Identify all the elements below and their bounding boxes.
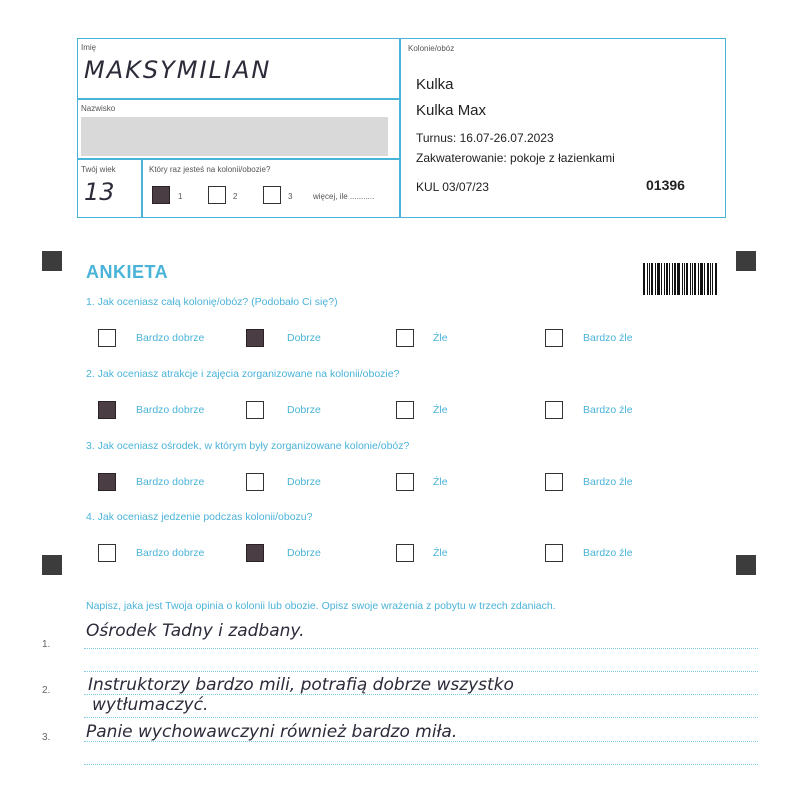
question-2-option-label: Dobrze [287, 404, 321, 416]
barcode-bar [664, 263, 665, 295]
question-3-checkbox-1[interactable] [98, 473, 116, 491]
kolonie-label: Kolonie/obóz [408, 44, 455, 53]
question-1-checkbox-1[interactable] [98, 329, 116, 347]
ktory-raz-option-2: 2 [233, 192, 238, 201]
question-4-checkbox-1[interactable] [98, 544, 116, 562]
registration-marker-tl [42, 251, 62, 271]
question-1-text: 1. Jak oceniasz całą kolonię/obóz? (Podobało Ci się?) [86, 296, 338, 308]
question-4-option-label: Źle [433, 547, 448, 559]
barcode-bar [710, 263, 711, 295]
barcode-bar [692, 263, 693, 295]
question-2-text: 2. Jak oceniasz atrakcje i zajęcia zorganizowane na kolonii/obozie? [86, 368, 400, 380]
question-1-option-label: Bardzo dobrze [136, 332, 205, 344]
question-2-checkbox-2[interactable] [246, 401, 264, 419]
form-number: 01396 [646, 177, 685, 193]
barcode-bar [715, 263, 717, 295]
writing-line-3b [84, 764, 758, 765]
barcode-bar [694, 263, 696, 295]
barcode-bar [700, 263, 703, 295]
barcode [643, 263, 718, 295]
question-1-checkbox-2[interactable] [246, 329, 264, 347]
question-4-checkbox-3[interactable] [396, 544, 414, 562]
opinion-answer-2: Instruktorzy bardzo mili, potrafią dobrze wszystko [88, 675, 514, 695]
question-1-checkbox-3[interactable] [396, 329, 414, 347]
question-2-checkbox-1[interactable] [98, 401, 116, 419]
barcode-bar [698, 263, 699, 295]
ktory-raz-checkbox-3[interactable] [263, 186, 281, 204]
question-3-option-label: Bardzo źle [583, 476, 633, 488]
barcode-bar [647, 263, 648, 295]
imie-value: MAKSYMILIAN [84, 56, 272, 84]
barcode-bar [661, 263, 662, 295]
camp-name-2: Kulka Max [416, 102, 487, 119]
question-4-option-label: Dobrze [287, 547, 321, 559]
question-1-option-label: Bardzo źle [583, 332, 633, 344]
question-3-checkbox-3[interactable] [396, 473, 414, 491]
barcode-bar [672, 263, 673, 295]
turnus-text: Turnus: 16.07-26.07.2023 [416, 131, 554, 145]
question-2-option-label: Bardzo dobrze [136, 404, 205, 416]
opinion-line-number-1: 1. [42, 639, 51, 650]
question-1-option-label: Źle [433, 332, 448, 344]
opinion-answer-2b: wytłumaczyć. [92, 695, 209, 715]
writing-line-1 [84, 648, 758, 649]
question-4-option-label: Bardzo źle [583, 547, 633, 559]
opinion-answer-3: Panie wychowawczyni również bardzo miła. [86, 722, 458, 742]
writing-line-2b [84, 717, 758, 718]
header-divider-age [141, 158, 143, 218]
question-4-checkbox-4[interactable] [545, 544, 563, 562]
ktory-raz-option-1: 1 [178, 192, 183, 201]
question-3-checkbox-4[interactable] [545, 473, 563, 491]
header-divider-1 [77, 98, 400, 100]
question-3-option-label: Dobrze [287, 476, 321, 488]
question-4-text: 4. Jak oceniasz jedzenie podczas kolonii/obozu? [86, 511, 313, 523]
header-divider-2 [77, 158, 400, 160]
opinion-line-number-2: 2. [42, 685, 51, 696]
nazwisko-label: Nazwisko [81, 104, 116, 113]
question-4-checkbox-2[interactable] [246, 544, 264, 562]
barcode-bar [684, 263, 685, 295]
ktory-raz-label: Który raz jesteś na kolonii/obozie? [149, 165, 271, 174]
barcode-bar [690, 263, 691, 295]
question-3-checkbox-2[interactable] [246, 473, 264, 491]
question-1-option-label: Dobrze [287, 332, 321, 344]
barcode-bar [686, 263, 688, 295]
camp-name: Kulka [416, 76, 454, 93]
writing-line-1b [84, 671, 758, 672]
question-2-option-label: Źle [433, 404, 448, 416]
imie-label: Imię [81, 43, 97, 52]
question-2-option-label: Bardzo źle [583, 404, 633, 416]
camp-code: KUL 03/07/23 [416, 180, 489, 194]
ktory-raz-checkbox-1[interactable] [152, 186, 170, 204]
wiek-label: Twój wiek [81, 165, 116, 174]
barcode-bar [655, 263, 656, 295]
question-3-option-label: Bardzo dobrze [136, 476, 205, 488]
opinion-prompt: Napisz, jaka jest Twoja opinia o kolonii lub obozie. Opisz swoje wrażenia z pobytu w trzech zdaniach. [86, 600, 556, 612]
question-3-text: 3. Jak oceniasz ośrodek, w którym były zorganizowane kolonie/obóz? [86, 440, 410, 452]
barcode-bar [707, 263, 709, 295]
barcode-bar [649, 263, 650, 295]
registration-marker-br [736, 555, 756, 575]
wiek-value: 13 [84, 178, 115, 206]
barcode-bar [666, 263, 668, 295]
zakwaterowanie-text: Zakwaterowanie: pokoje z łazienkami [416, 151, 615, 165]
question-3-option-label: Źle [433, 476, 448, 488]
barcode-bar [669, 263, 670, 295]
ktory-raz-checkbox-2[interactable] [208, 186, 226, 204]
barcode-bar [682, 263, 683, 295]
question-2-checkbox-4[interactable] [545, 401, 563, 419]
question-2-checkbox-3[interactable] [396, 401, 414, 419]
barcode-bar [674, 263, 676, 295]
question-4-option-label: Bardzo dobrze [136, 547, 205, 559]
question-1-checkbox-4[interactable] [545, 329, 563, 347]
ktory-raz-option-more: więcej, ile ........... [313, 192, 375, 201]
opinion-answer-1: Ośrodek Tadny i zadbany. [86, 621, 305, 641]
barcode-bar [651, 263, 653, 295]
opinion-line-number-3: 3. [42, 732, 51, 743]
registration-marker-bl [42, 555, 62, 575]
barcode-bar [704, 263, 705, 295]
barcode-bar [657, 263, 660, 295]
header-divider-vertical [399, 38, 401, 218]
registration-marker-tr [736, 251, 756, 271]
barcode-bar [677, 263, 680, 295]
barcode-bar [643, 263, 645, 295]
survey-title: ANKIETA [86, 262, 169, 282]
barcode-bar [712, 263, 713, 295]
nazwisko-redacted [81, 117, 388, 156]
ktory-raz-option-3: 3 [288, 192, 293, 201]
